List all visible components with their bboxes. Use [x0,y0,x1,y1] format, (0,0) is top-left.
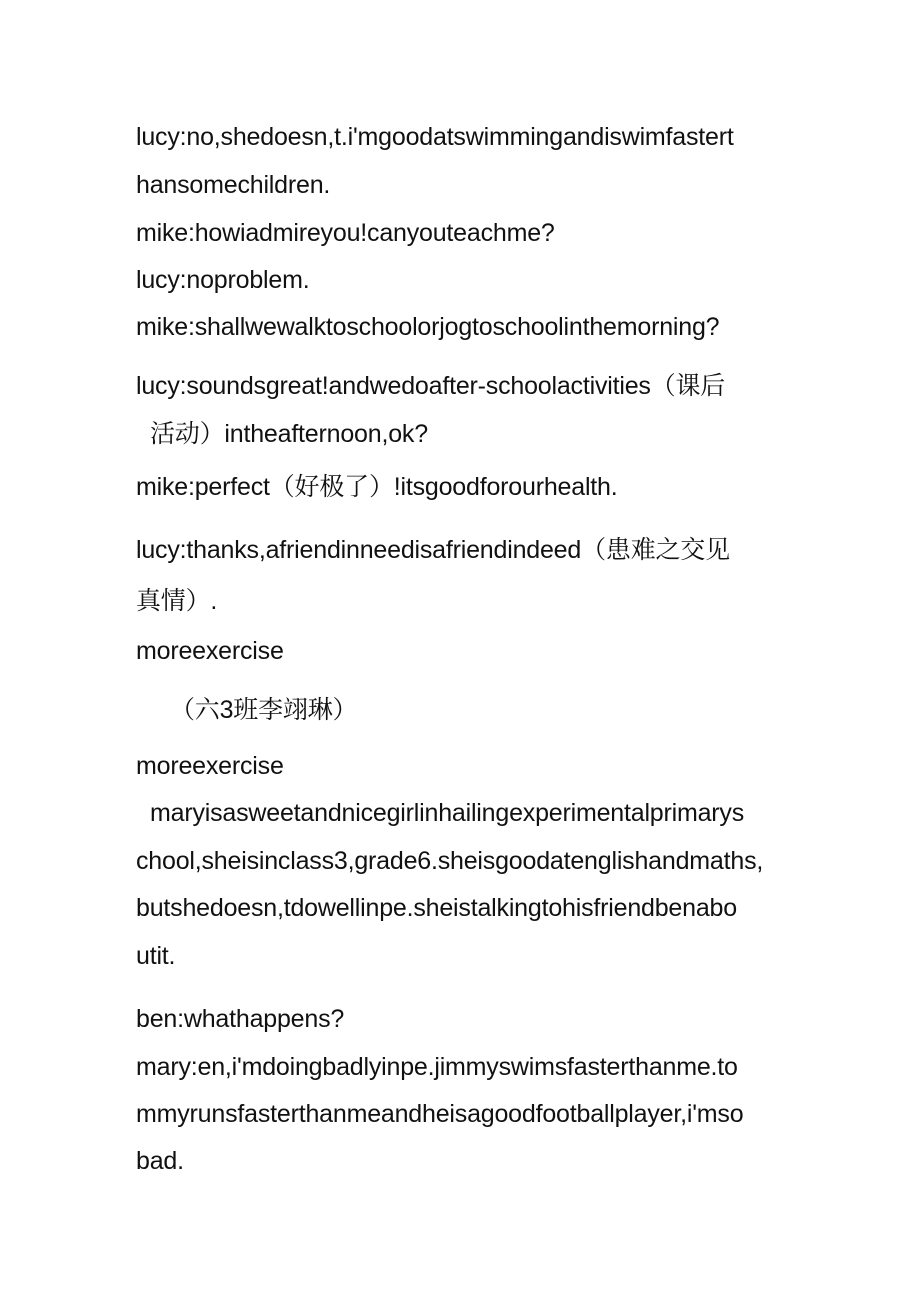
text-line: mike:howiadmireyou!canyouteachme? [136,219,555,247]
section-heading: moreexercise [136,637,284,665]
text-line: lucy:noproblem. [136,266,310,294]
text-line: chool,sheisinclass3,grade6.sheisgoodatenglishandmaths, [136,847,764,875]
text-line: butshedoesn,tdowellinpe.sheistalkingtohisfriendbenabo [136,894,737,922]
text-line: bad. [136,1147,184,1175]
text-line: 活动）intheafternoon,ok? [150,420,428,448]
text-line: lucy:no,shedoesn,t.i'mgoodatswimmingandiswimfastert [136,123,734,151]
text-line: mike:perfect（好极了）!itsgoodforourhealth. [136,473,618,501]
author-credit: （六3班李翊琳） [170,696,358,724]
text-line: 真情）. [136,587,218,615]
text-line: mike:shallwewalktoschoolorjogtoschoolinthemorning? [136,313,720,341]
text-line: mary:en,i'mdoingbadlyinpe.jimmyswimsfasterthanme.to [136,1053,738,1081]
text-line: maryisasweetandnicegirlinhailingexperimentalprimarys [150,799,745,827]
section-heading: moreexercise [136,752,284,780]
text-line: hansomechildren. [136,171,331,199]
text-line: lucy:thanks,afriendinneedisafriendindeed（患难之交见 [136,536,730,564]
text-line: ben:whathappens? [136,1005,345,1033]
text-line: mmyrunsfasterthanmeandheisagoodfootballplayer,i'mso [136,1100,744,1128]
text-line: lucy:soundsgreat!andwedoafter-schoolactivities（课后 [136,372,726,400]
text-line: utit. [136,942,176,970]
